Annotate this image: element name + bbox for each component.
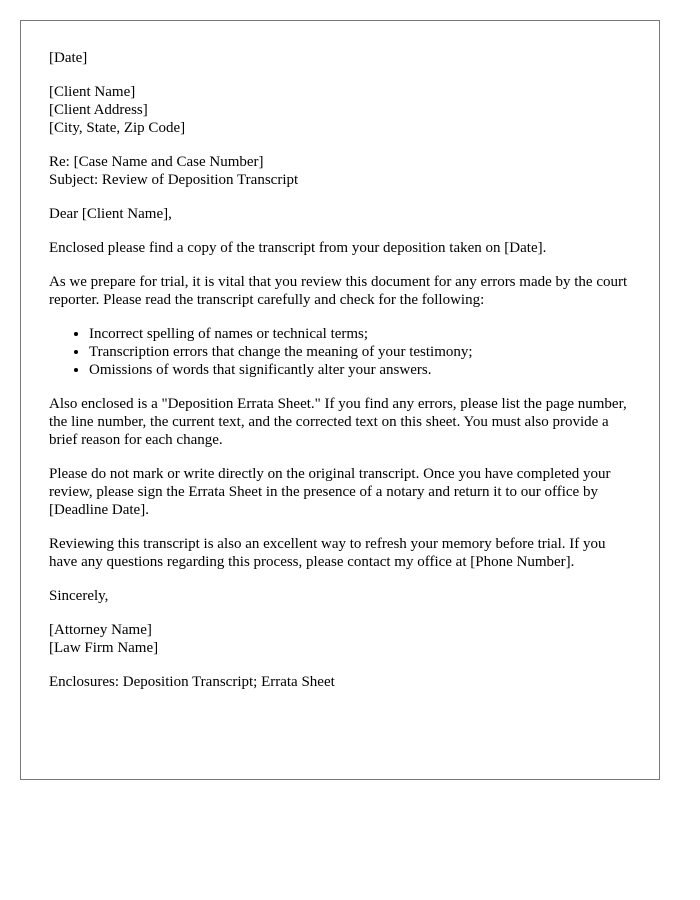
- salutation: Dear [Client Name],: [49, 206, 172, 222]
- signature-block: [49, 621, 631, 657]
- enclosures-line: Enclosures: Deposition Transcript; Errata Sheet: [49, 674, 335, 690]
- body-paragraph-5: Reviewing this transcript is also an excellent way to refresh your memory before trial. If you have any questions regarding this process, please contact my office at [Phone Number].: [49, 536, 606, 570]
- closing: Sincerely,: [49, 588, 109, 604]
- body-paragraph-4: Please do not mark or write directly on the original transcript. Once you have completed your review, please sign the Errata Sheet in the presence of a notary and return it to our office by [Deadline Date].: [49, 466, 611, 518]
- letter-date: [Date]: [49, 50, 88, 66]
- client-name: [Client Name]: [49, 84, 136, 100]
- client-address-block: [49, 83, 631, 137]
- law-firm-name: [Law Firm Name]: [49, 640, 159, 656]
- subject-line: Subject: Review of Deposition Transcript: [49, 172, 299, 188]
- body-paragraph-2: As we prepare for trial, it is vital that you review this document for any errors made by the court reporter. Please read the transcript carefully and check for the following:: [49, 274, 628, 308]
- letter-page: [20, 20, 660, 780]
- body-paragraph-1: Enclosed please find a copy of the transcript from your deposition taken on [Date].: [49, 240, 547, 256]
- attorney-name: [Attorney Name]: [49, 622, 152, 638]
- reference-block: [49, 153, 631, 189]
- body-paragraph-3: Also enclosed is a "Deposition Errata Sheet." If you find any errors, please list the page number, the line number, the current text, and the corrected text on this sheet. You must also provide a brief reason for each change.: [49, 396, 627, 448]
- re-line: Re: [Case Name and Case Number]: [49, 154, 264, 170]
- error-checklist: [49, 325, 631, 379]
- client-address: [Client Address]: [49, 102, 148, 118]
- client-city-state-zip: [City, State, Zip Code]: [49, 120, 186, 136]
- checklist-item: • Incorrect spelling of names or technical terms;: [89, 325, 631, 343]
- checklist-item: • Omissions of words that significantly alter your answers.: [89, 361, 631, 379]
- checklist-item: • Transcription errors that change the meaning of your testimony;: [89, 343, 631, 361]
